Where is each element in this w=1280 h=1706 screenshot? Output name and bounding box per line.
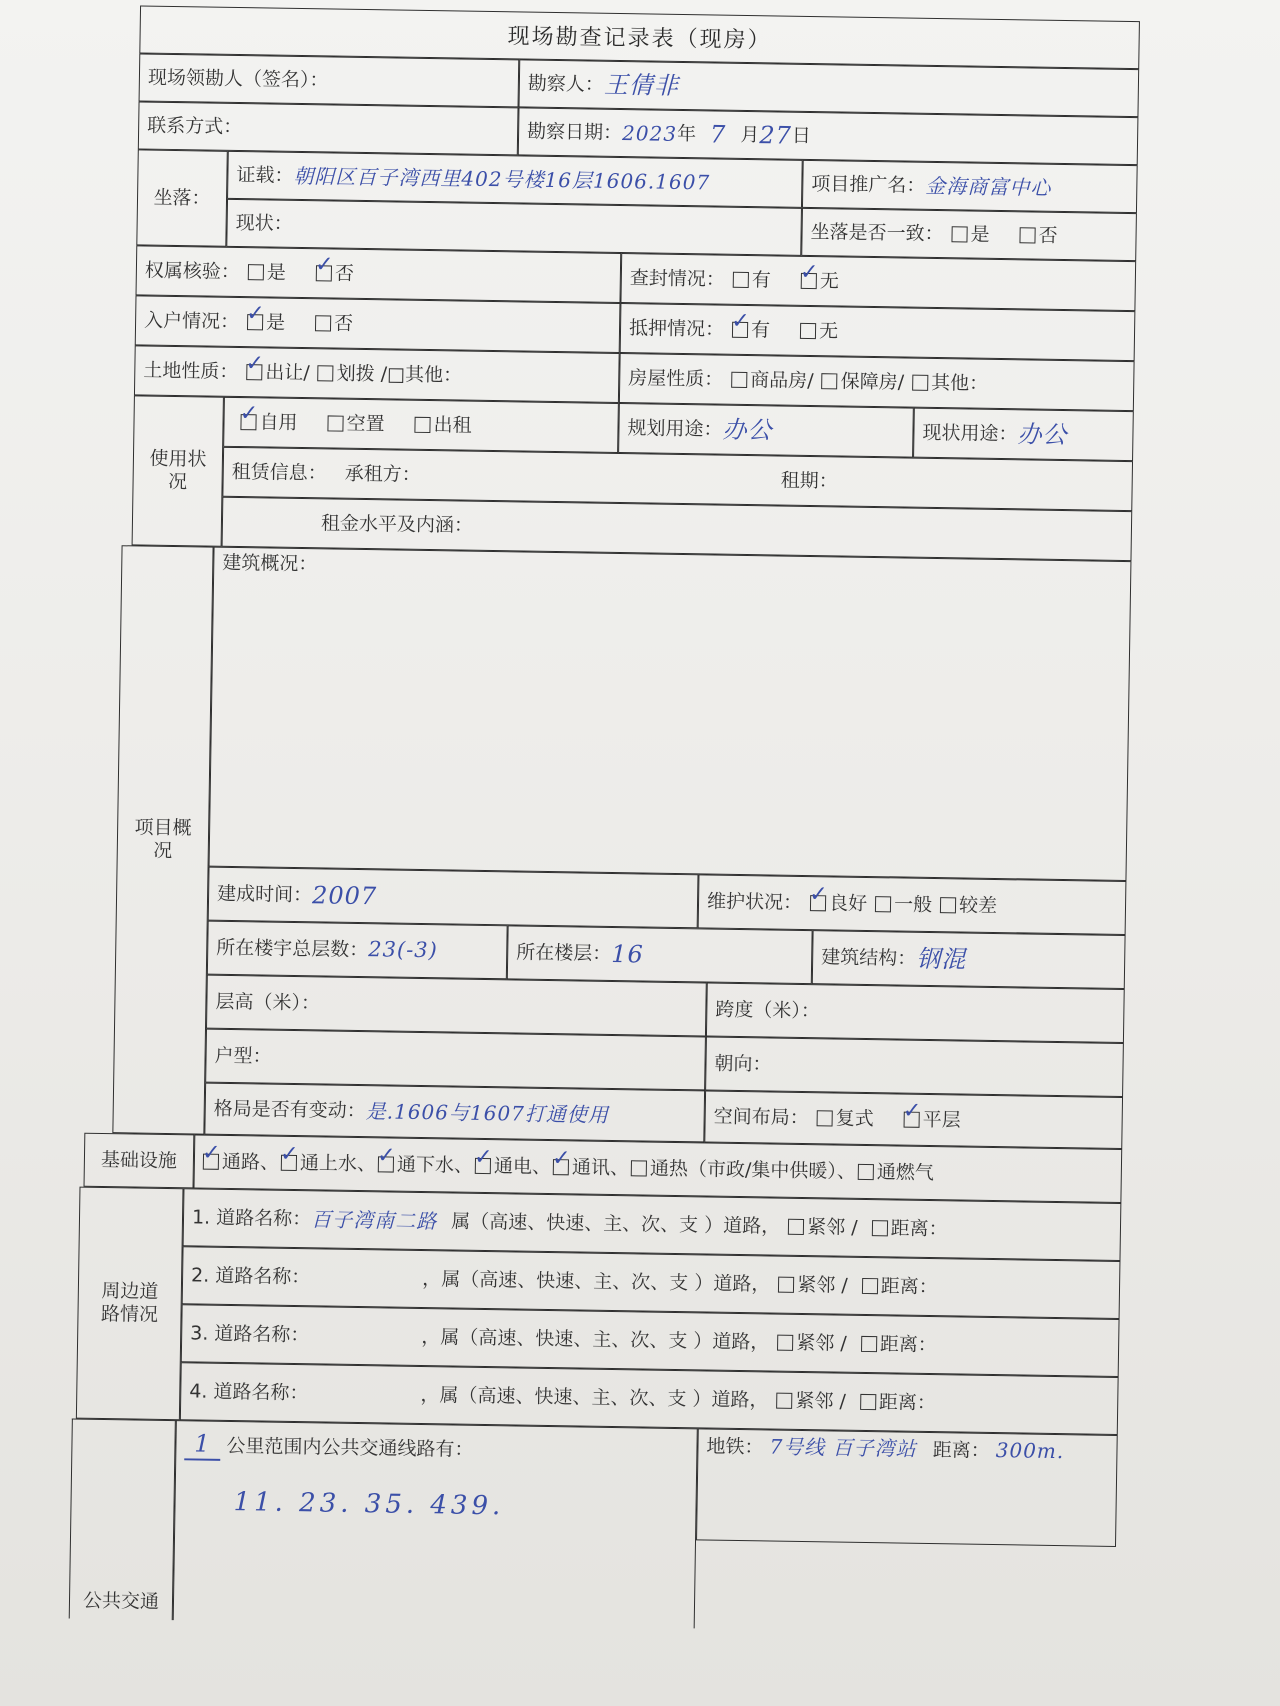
- surveyor-value: 王倩非: [603, 70, 680, 100]
- infra-power-checkbox[interactable]: [475, 1158, 491, 1174]
- entry-yes-checkbox[interactable]: [247, 314, 263, 330]
- road-2-distance-label: 距离：: [880, 1274, 938, 1298]
- subway-distance-value: 300m.: [995, 1438, 1065, 1464]
- location-label: 坐落：: [153, 186, 211, 210]
- floor-label: 所在楼层：: [516, 941, 612, 965]
- house-other-checkbox[interactable]: [912, 375, 928, 391]
- road-4-comma: ，: [420, 1383, 440, 1406]
- maint-good-checkbox[interactable]: [810, 895, 826, 911]
- building-overview-label: 建筑概况：: [222, 551, 318, 576]
- structure-value: 钢混: [915, 944, 967, 974]
- layout-flat-checkbox[interactable]: [904, 1112, 920, 1128]
- road-4-prefix: 4. 道路名称：: [189, 1379, 309, 1404]
- entry-label: 入户情况：: [143, 309, 240, 333]
- current-use-cell: [913, 408, 1134, 461]
- layout-change-label: 格局是否有变动：: [213, 1097, 366, 1122]
- infra-label-cell: [84, 1133, 195, 1189]
- seal-none-label: 无: [819, 269, 840, 293]
- land-allocate-checkbox[interactable]: [318, 365, 334, 381]
- infra-road-checkbox[interactable]: [203, 1154, 219, 1170]
- road-4-distance-label: 距离：: [878, 1390, 937, 1414]
- land-other-label: /□其他：: [380, 362, 463, 387]
- layout-duplex-label: 复式: [835, 1107, 874, 1130]
- infra-drain-label: 通下水、: [396, 1153, 474, 1177]
- seal-cell: [620, 253, 1136, 311]
- entry-no-label: 否: [333, 312, 354, 335]
- project-label-cell: [112, 545, 213, 1134]
- house-other-label: 其他：: [930, 371, 989, 395]
- transit-lines-value: 11. 23. 35. 439.: [233, 1486, 505, 1522]
- maint-normal-label: 一般: [893, 892, 933, 916]
- seal-label: 查封情况：: [629, 266, 726, 291]
- planned-use-value: 办公: [722, 415, 773, 445]
- infra-road-label: 通路、: [221, 1150, 280, 1174]
- total-floors-value: 23(-3): [368, 937, 439, 963]
- road-2-comma: ，: [422, 1267, 442, 1290]
- land-grant-label: 出让/: [265, 361, 310, 384]
- subway-distance-label: 距离：: [932, 1439, 990, 1462]
- usage-rent-checkbox[interactable]: [414, 417, 430, 433]
- usage-self-checkbox[interactable]: [240, 414, 256, 430]
- transit-km-value: 1: [184, 1429, 220, 1460]
- road-4-suffix: 属（高速、快速、主、次、支 ）道路，: [439, 1383, 769, 1412]
- road-3-adjacent-checkbox[interactable]: [777, 1335, 793, 1351]
- maint-poor-label: 较差: [958, 894, 998, 917]
- house-label: 房屋性质：: [628, 366, 724, 391]
- road-1-prefix: 1. 道路名称：: [191, 1206, 312, 1230]
- road-3-slash: /: [840, 1332, 847, 1355]
- land-nature-cell: [134, 345, 620, 403]
- ownership-cell: [136, 245, 622, 303]
- usage-label: 使用状况: [149, 447, 207, 494]
- day-char: 日: [791, 124, 812, 147]
- structure-cell: [812, 930, 1126, 989]
- infra-water-label: 通上水、: [299, 1151, 377, 1175]
- current-use-label: 现状用途：: [922, 421, 1018, 445]
- orientation-label: 朝向：: [714, 1052, 772, 1076]
- road-2-slash: /: [841, 1274, 848, 1297]
- rent-level-label: 租金水平及内涵：: [320, 511, 474, 537]
- infra-heat-checkbox[interactable]: [631, 1160, 647, 1176]
- match-yes-checkbox[interactable]: [951, 226, 967, 242]
- cert-address-value: 朝阳区百子湾西里402号楼16层1606.1607: [293, 163, 711, 195]
- month-char: 月: [740, 123, 760, 146]
- road-4-name: [308, 1393, 420, 1395]
- road-2-adjacent-checkbox[interactable]: [778, 1277, 794, 1293]
- transit-label-cell: [69, 1419, 176, 1621]
- total-floors-label: 所在楼宇总层数：: [216, 936, 369, 961]
- layout-change-value: 是.1606与1607打通使用: [365, 1099, 610, 1127]
- subway-label: 地铁：: [706, 1435, 764, 1459]
- infra-telecom-label: 通讯、: [571, 1155, 630, 1179]
- infra-telecom-checkbox[interactable]: [553, 1159, 569, 1175]
- match-no-checkbox[interactable]: [1019, 227, 1035, 243]
- mortgage-have-checkbox[interactable]: [732, 322, 748, 338]
- planned-use-cell: [618, 403, 914, 458]
- road-3-prefix: 3. 道路名称：: [190, 1321, 310, 1346]
- road-3-distance-checkbox[interactable]: [861, 1336, 877, 1352]
- date-day: 27: [759, 120, 793, 150]
- transit-label: 公共交通: [82, 1589, 160, 1614]
- space-layout-cell: [704, 1090, 1123, 1149]
- road-2-distance-checkbox[interactable]: [862, 1278, 878, 1294]
- span-label: 跨度（米）：: [715, 998, 821, 1022]
- ownership-yes-checkbox[interactable]: [248, 264, 264, 280]
- usage-label-cell: [132, 395, 224, 546]
- road-2-prefix: 2. 道路名称：: [190, 1263, 311, 1288]
- maintenance-label: 维护状况：: [706, 890, 803, 914]
- transit-lines-cell: [173, 1420, 698, 1628]
- structure-label: 建筑结构：: [821, 945, 917, 970]
- road-1-slash: /: [851, 1216, 858, 1239]
- infra-drain-checkbox[interactable]: [378, 1156, 394, 1172]
- match-no-label: 否: [1038, 224, 1058, 247]
- mortgage-label: 抵押情况：: [628, 316, 725, 341]
- space-layout-label: 空间布局：: [713, 1105, 809, 1129]
- term-label: 租期：: [780, 469, 838, 493]
- project-name-label: 项目推广名：: [811, 172, 926, 197]
- status-label: 现状：: [235, 211, 293, 235]
- span-cell: [706, 982, 1125, 1043]
- road-3-distance-label: 距离：: [879, 1332, 937, 1356]
- date-month: 7: [709, 120, 727, 149]
- ownership-label: 权属核验：: [144, 259, 241, 283]
- subway-cell: [696, 1428, 1118, 1547]
- project-name-value: 金海商富中心: [925, 173, 1052, 200]
- usage-vacant-label: 空置: [346, 412, 385, 435]
- infra-power-label: 通电、: [493, 1154, 552, 1178]
- seal-none-checkbox[interactable]: [801, 273, 817, 289]
- road-4-adjacent-label: 紧邻: [795, 1389, 834, 1413]
- road-2-adjacent-label: 紧邻: [797, 1273, 836, 1297]
- tenant-label: 承租方：: [344, 462, 421, 486]
- match-label: 坐落是否一致：: [810, 220, 944, 245]
- built-year-cell: [208, 867, 699, 929]
- lead-signature-cell: [139, 53, 520, 107]
- house-affordable-checkbox[interactable]: [822, 373, 838, 389]
- location-label-cell: [136, 149, 227, 246]
- ownership-no-checkbox[interactable]: [316, 265, 332, 281]
- date-label: 勘察日期：: [526, 120, 623, 144]
- entry-yes-label: 是: [265, 311, 286, 334]
- house-affordable-label: 保障房/: [840, 370, 905, 394]
- layout-duplex-checkbox[interactable]: [817, 1110, 833, 1126]
- built-year-value: 2007: [311, 880, 378, 910]
- contact-cell: [138, 101, 519, 155]
- project-label: 项目概况: [134, 816, 192, 863]
- mortgage-none-label: 无: [818, 319, 839, 343]
- lead-label: 现场领勘人（签名）：: [147, 66, 329, 91]
- infra-label: 基础设施: [100, 1148, 178, 1172]
- seal-have-checkbox[interactable]: [733, 272, 749, 288]
- floor-cell: [507, 925, 813, 984]
- unit-type-label: 户型：: [214, 1044, 272, 1068]
- infra-gas-checkbox[interactable]: [858, 1164, 874, 1180]
- mortgage-cell: [620, 303, 1136, 361]
- road-3-adjacent-label: 紧邻: [796, 1331, 835, 1355]
- house-commercial-label: 商品房/: [750, 368, 814, 392]
- road-1-name: 百子湾南二路: [311, 1207, 438, 1234]
- surveyor-label: 勘察人：: [527, 72, 605, 96]
- mortgage-have-label: 有: [750, 318, 771, 341]
- layout-flat-label: 平层: [922, 1108, 961, 1132]
- mortgage-none-checkbox[interactable]: [800, 323, 816, 339]
- maintenance-cell: [698, 874, 1127, 935]
- road-4-adjacent-checkbox[interactable]: [776, 1393, 792, 1409]
- ownership-no-label: 否: [334, 262, 355, 285]
- roads-label-cell: [76, 1187, 184, 1421]
- ownership-yes-label: 是: [266, 261, 287, 284]
- floor-height-label: 层高（米）：: [215, 990, 321, 1014]
- planned-use-label: 规划用途：: [627, 416, 723, 441]
- subway-value: 7号线 百子湾站: [769, 1434, 917, 1461]
- maint-normal-checkbox[interactable]: [875, 896, 891, 912]
- project-name-cell: [802, 160, 1138, 213]
- land-label: 土地性质：: [143, 359, 239, 383]
- usage-options-cell: [223, 397, 619, 453]
- land-grant-checkbox[interactable]: [246, 364, 262, 380]
- entry-cell: [135, 295, 621, 353]
- floor-value: 16: [611, 939, 645, 969]
- road-3-suffix: 属（高速、快速、主、次、支 ）道路，: [440, 1325, 770, 1354]
- current-use-value: 办公: [1017, 419, 1068, 449]
- infra-water-checkbox[interactable]: [281, 1155, 297, 1171]
- lease-label: 租赁信息：: [231, 460, 327, 485]
- survey-form: [82, 5, 1230, 1682]
- seal-have-label: 有: [751, 268, 772, 291]
- year-char: 年: [676, 122, 697, 145]
- floor-height-cell: [206, 975, 707, 1037]
- transit-lines-label: 公里范围内公共交通线路有：: [226, 1434, 474, 1461]
- unit-type-cell: [205, 1029, 706, 1091]
- road-1-adjacent-checkbox[interactable]: [788, 1219, 804, 1235]
- form-title-text: 现场勘查记录表（现房）: [507, 24, 772, 54]
- maint-poor-checkbox[interactable]: [940, 897, 956, 913]
- contact-label: 联系方式：: [147, 114, 243, 138]
- house-commercial-checkbox[interactable]: [731, 372, 747, 388]
- infra-gas-label: 通燃气: [876, 1160, 935, 1184]
- usage-vacant-checkbox[interactable]: [327, 415, 343, 431]
- cert-label: 证载：: [236, 163, 294, 187]
- built-year-label: 建成时间：: [216, 882, 313, 906]
- match-yes-label: 是: [970, 223, 990, 246]
- location-match-cell: [801, 208, 1137, 261]
- road-2-suffix: 属（高速、快速、主、次、支 ）道路，: [441, 1267, 771, 1296]
- date-year: 2023: [621, 121, 678, 146]
- entry-no-checkbox[interactable]: [315, 315, 331, 331]
- road-1-suffix: 属（高速、快速、主、次、支 ）道路，: [451, 1210, 781, 1238]
- roads-label: 周边道路情况: [100, 1280, 159, 1326]
- road-1-adjacent-label: 紧邻: [807, 1215, 846, 1239]
- usage-self-label: 自用: [259, 410, 298, 434]
- layout-change-cell: [204, 1083, 705, 1143]
- road-3-name: [309, 1335, 421, 1337]
- road-2-name: [310, 1277, 422, 1279]
- maint-good-label: 良好: [828, 891, 868, 915]
- total-floors-cell: [207, 921, 508, 980]
- road-1-distance-label: 距离：: [890, 1216, 948, 1240]
- orientation-cell: [705, 1036, 1124, 1097]
- land-allocate-label: 划拨: [336, 362, 375, 385]
- infra-heat-label: 通热（市政/集中供暖）、: [649, 1157, 856, 1183]
- road-4-slash: /: [839, 1390, 847, 1413]
- road-3-comma: ，: [421, 1325, 441, 1348]
- building-overview-cell: [209, 547, 1132, 881]
- house-nature-cell: [619, 353, 1135, 411]
- road-1-distance-checkbox[interactable]: [871, 1220, 887, 1236]
- usage-rent-label: 出租: [433, 413, 472, 437]
- road-4-distance-checkbox[interactable]: [860, 1394, 876, 1410]
